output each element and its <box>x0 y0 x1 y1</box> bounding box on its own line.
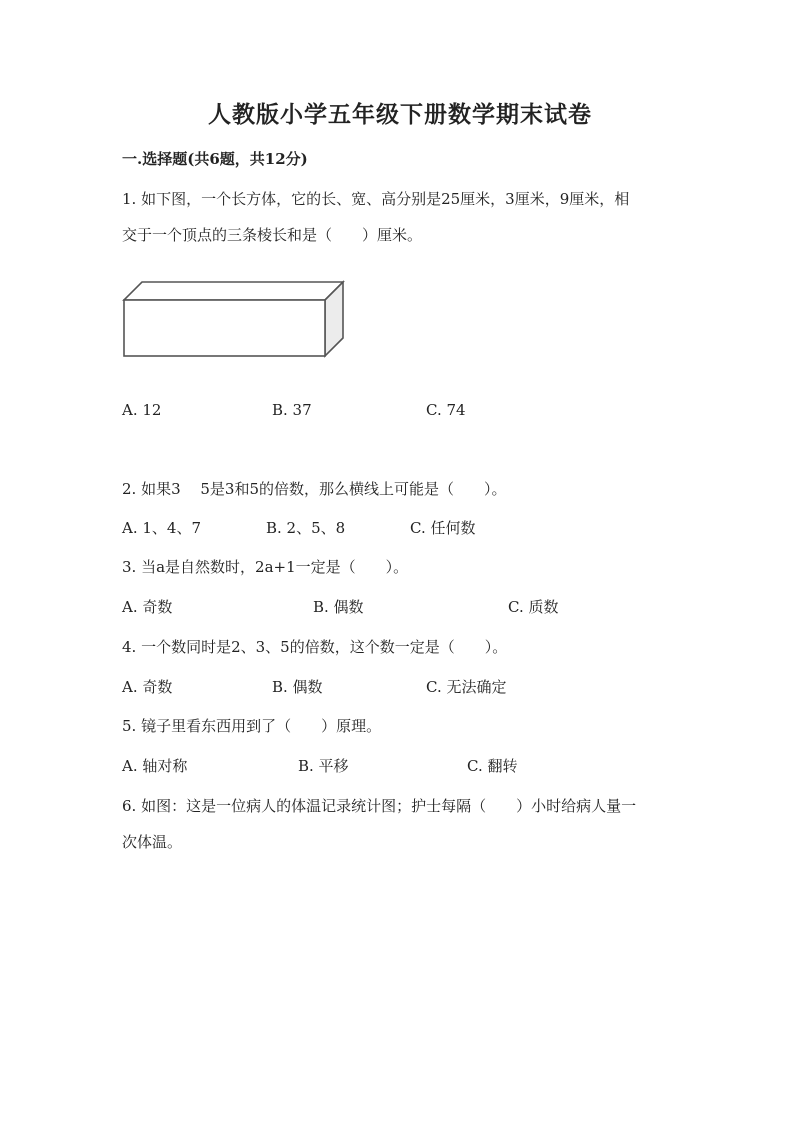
cuboid-front-face <box>124 300 325 356</box>
question-3-option-b: B. 偶数 <box>313 598 364 616</box>
question-1-option-b: B. 37 <box>272 401 312 419</box>
question-5-option-b: B. 平移 <box>298 757 349 775</box>
question-5-option-c: C. 翻转 <box>467 757 518 775</box>
section-heading: 一.选择题(共6题，共12分) <box>122 150 308 168</box>
question-1-option-a: A. 12 <box>122 401 162 419</box>
question-2-option-a: A. 1、4、7 <box>122 519 201 537</box>
question-2-option-b: B. 2、5、8 <box>266 519 346 537</box>
question-3-option-a: A. 奇数 <box>122 598 173 616</box>
question-3-text: 3. 当a是自然数时，2a+1一定是（ ）。 <box>122 558 409 576</box>
question-1-line-2: 交于一个顶点的三条棱长和是（ ）厘米。 <box>122 226 423 244</box>
question-6-line-2: 次体温。 <box>122 833 183 851</box>
question-5-option-a: A. 轴对称 <box>122 757 188 775</box>
question-2-text: 2. 如果3 5是3和5的倍数，那么横线上可能是（ ）。 <box>122 480 507 498</box>
page-title: 人教版小学五年级下册数学期末试卷 <box>208 101 592 128</box>
question-1-option-c: C. 74 <box>426 401 466 419</box>
question-5-text: 5. 镜子里看东西用到了（ ）原理。 <box>122 717 382 735</box>
question-4-option-a: A. 奇数 <box>122 678 173 696</box>
question-4-option-c: C. 无法确定 <box>426 678 507 696</box>
question-6-line-1: 6. 如图：这是一位病人的体温记录统计图；护士每隔（ ）小时给病人量一 <box>122 797 637 815</box>
question-4-option-b: B. 偶数 <box>272 678 323 696</box>
question-1-line-1: 1. 如下图，一个长方体，它的长、宽、高分别是25厘米，3厘米，9厘米，相 <box>122 190 630 208</box>
question-2-option-c: C. 任何数 <box>410 519 476 537</box>
cuboid-figure <box>122 280 346 360</box>
cuboid-top-face <box>124 282 343 300</box>
question-4-text: 4. 一个数同时是2、3、5的倍数，这个数一定是（ ）。 <box>122 638 508 656</box>
question-3-option-c: C. 质数 <box>508 598 559 616</box>
